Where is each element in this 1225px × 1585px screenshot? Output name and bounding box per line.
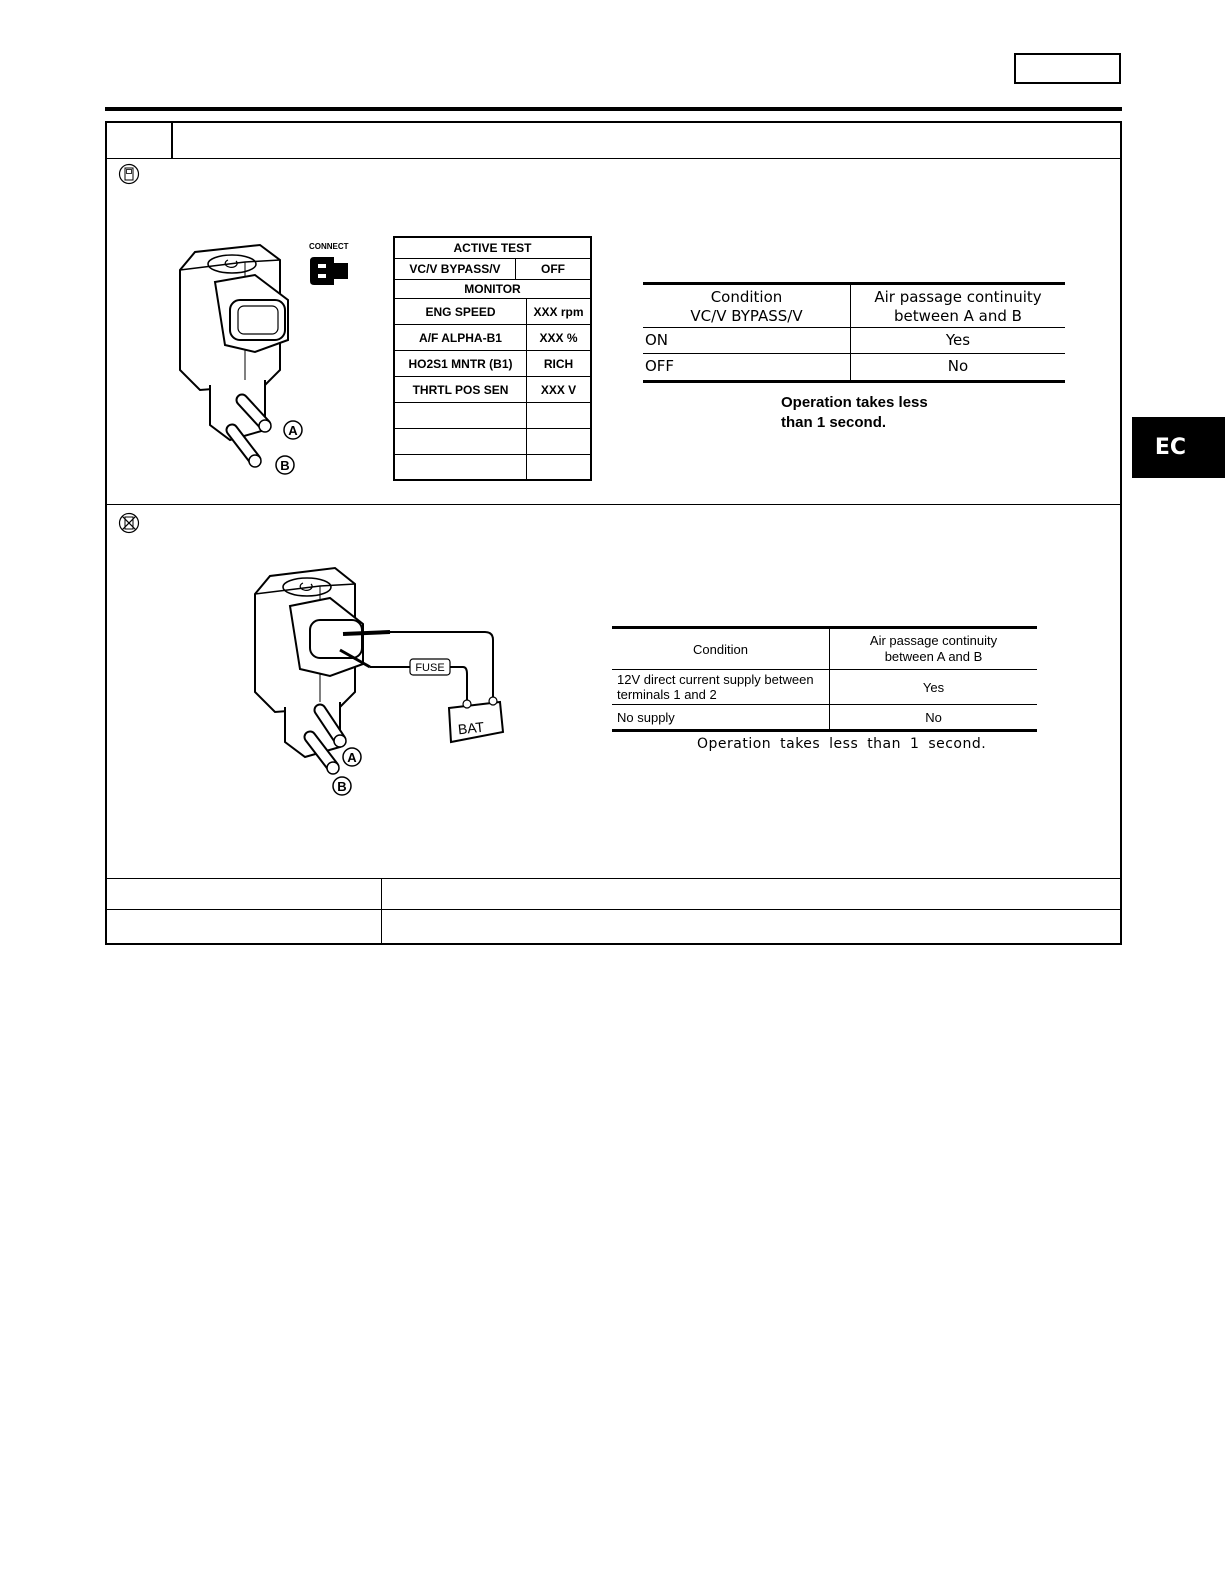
condition-cell: No supply: [612, 705, 830, 729]
monitor-item-label: [395, 455, 527, 479]
monitor-item-label: A/F ALPHA-B1: [395, 325, 527, 350]
condition-cell: [612, 670, 830, 704]
result-header-line2: between A and B: [884, 649, 983, 664]
monitor-item-value: [527, 455, 590, 479]
condition-header: [643, 285, 851, 327]
consult-continuity-table: [643, 282, 1065, 383]
table-row: [643, 354, 1065, 380]
no-tools-mode-icon: [118, 512, 140, 534]
monitor-item-value: XXX rpm: [533, 304, 584, 319]
consult-operation-note: [781, 393, 928, 433]
monitor-title: MONITOR: [464, 282, 521, 296]
monitor-item-label: THRTL POS SEN: [395, 377, 527, 402]
result-header: [851, 285, 1065, 327]
consult-note-line1: Operation takes less: [781, 394, 928, 411]
table-row: [643, 328, 1065, 354]
active-test-title: ACTIVE TEST: [453, 241, 532, 255]
result-cell: No: [925, 709, 942, 725]
direct-supply-continuity-table: [612, 626, 1037, 732]
solenoid-battery-figure: [245, 562, 520, 802]
header-code-box: [1014, 53, 1121, 84]
condition-header-line1: Condition: [710, 288, 783, 306]
frame-result-rule-2: [107, 909, 1120, 910]
section-tab-ec[interactable]: [1132, 417, 1225, 478]
monitor-item-value: [527, 429, 590, 454]
result-header-line1: Air passage continuity: [874, 288, 1042, 306]
consult-mode-icon: [118, 163, 140, 185]
monitor-row: [395, 403, 590, 429]
monitor-row: [395, 299, 590, 325]
monitor-item-label: [395, 429, 527, 454]
monitor-item-label: [395, 403, 527, 428]
connect-icon: [308, 253, 356, 289]
active-test-value: OFF: [541, 262, 565, 276]
table-row: [612, 670, 1037, 705]
connect-label: CONNECT: [309, 242, 349, 251]
result-cell: No: [947, 357, 969, 375]
table-header-row: [643, 285, 1065, 328]
header-rule: [105, 107, 1122, 111]
consult-active-test-screen: [393, 236, 592, 481]
condition-header: Condition: [612, 629, 830, 669]
condition-cell-line2: terminals 1 and 2: [617, 687, 717, 702]
solenoid-valve-figure: [170, 240, 320, 480]
result-cell: Yes: [922, 679, 945, 695]
monitor-row: [395, 377, 590, 403]
table-header-row: [612, 629, 1037, 670]
frame-header-rule: [107, 158, 1120, 159]
section-tab-label: EC: [1154, 435, 1187, 460]
monitor-row: [395, 351, 590, 377]
monitor-item-value: RICH: [543, 356, 574, 371]
fuse-label: FUSE: [415, 662, 445, 674]
monitor-item-value: XXX V: [540, 382, 577, 397]
monitor-row: [395, 325, 590, 351]
monitor-row: [395, 455, 590, 479]
condition-header-line2: VC/V BYPASS/V: [690, 307, 803, 325]
result-cell: Yes: [945, 331, 971, 349]
port-a-label: A: [347, 750, 357, 765]
monitor-row: [395, 429, 590, 455]
table-row: [612, 705, 1037, 729]
battery-label: BAT: [457, 718, 485, 738]
active-test-item: VC/V BYPASS/V: [395, 259, 516, 279]
result-header-line1: Air passage continuity: [869, 633, 998, 648]
port-b-label: B: [337, 779, 347, 794]
port-a-label: A: [288, 423, 298, 438]
result-header: [830, 629, 1037, 669]
monitor-title-row: [395, 280, 590, 299]
direct-supply-operation-note: Operation takes less than 1 second.: [697, 736, 987, 752]
frame-result-rule-1: [107, 878, 1120, 879]
condition-cell-line1: 12V direct current supply between: [617, 672, 814, 687]
monitor-item-value: XXX %: [539, 330, 578, 345]
condition-cell: ON: [643, 328, 851, 353]
frame-panel-divider: [107, 504, 1120, 505]
consult-note-line2: than 1 second.: [781, 414, 887, 431]
frame-step-divider: [171, 123, 173, 158]
port-b-label: B: [280, 458, 290, 473]
monitor-item-label: HO2S1 MNTR (B1): [395, 351, 527, 376]
result-header-line2: between A and B: [894, 307, 1022, 325]
monitor-item-value: [527, 403, 590, 428]
active-test-title-row: [395, 238, 590, 259]
monitor-item-label: ENG SPEED: [395, 299, 527, 324]
active-test-item-row: [395, 259, 590, 280]
frame-result-divider: [381, 878, 382, 943]
condition-cell: OFF: [643, 354, 851, 380]
